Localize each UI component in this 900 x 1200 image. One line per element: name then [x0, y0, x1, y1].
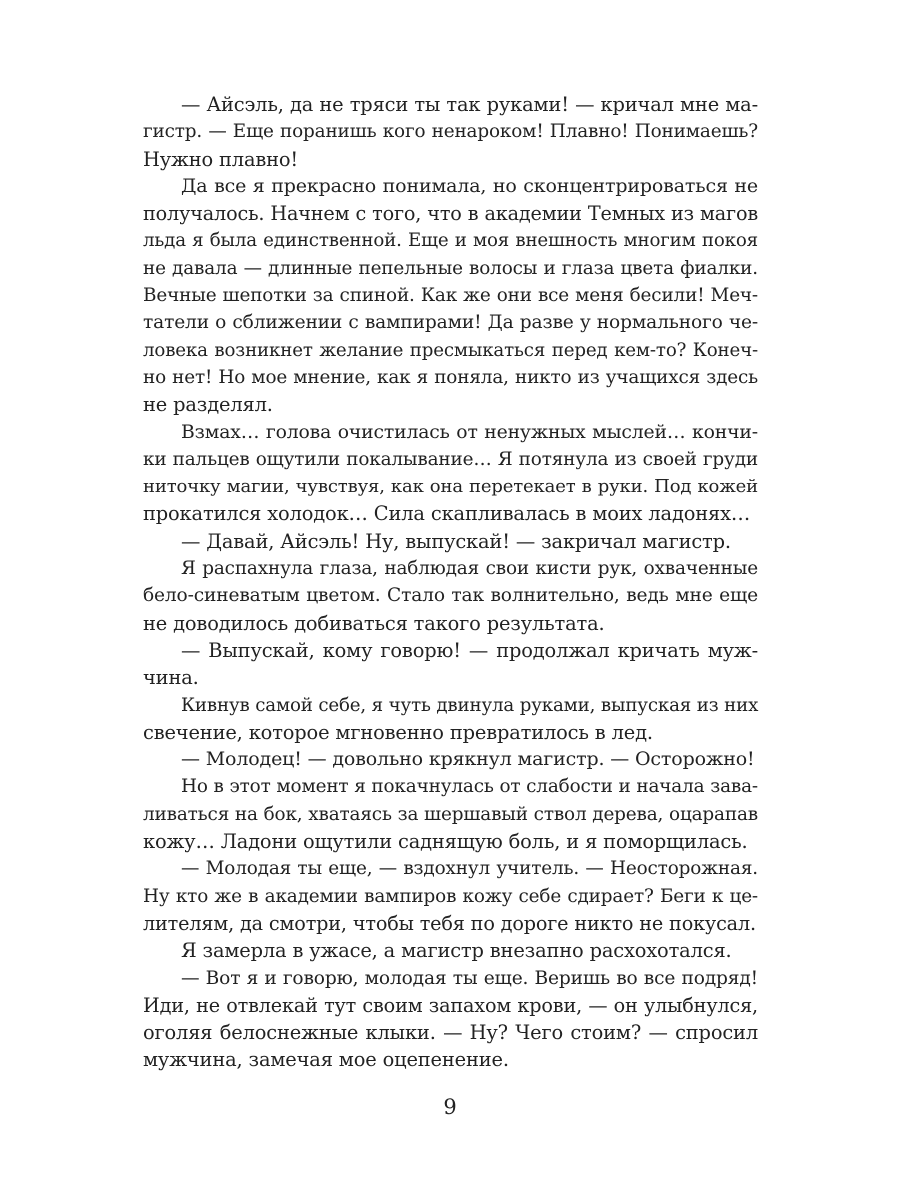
text-line: — Айсэль, да не тряси ты так руками! — кричал мне ма- — [181, 93, 758, 116]
text-line: не разделял. — [143, 393, 273, 417]
text-line: Взмах… голова очистилась от ненужных мыслей… кончи- — [181, 421, 758, 443]
text-line: Ну кто же в академии вампиров кожу себе сдирает? Беги к це- — [143, 885, 758, 907]
text-line: ки пальцев ощутили покалывание… Я потянула из своей груди — [143, 448, 758, 470]
text-line: Вечные шепотки за спиной. Как же они все меня бесили! Меч- — [143, 285, 758, 307]
text-line: гистр. — Еще поранишь кого ненароком! Плавно! Понимаешь? — [143, 121, 758, 143]
text-line: ливаться на бок, хватаясь за шершавый ствол дерева, оцарапав — [143, 803, 758, 825]
text-line: Я распахнула глаза, наблюдая свои кисти рук, охваченные — [181, 558, 758, 580]
text-line: Да все я прекрасно понимала, но сконцентрироваться не — [181, 174, 758, 197]
text-line: свечение, которое мгновенно превратилось в лед. — [143, 720, 653, 744]
text-line: не доводилось добиваться такого результата. — [143, 611, 605, 635]
text-line: — Вот я и говорю, молодая ты еще. Веришь во все подряд! — [181, 967, 758, 989]
text-line: ниточку магии, чувствуя, как она перетекает в руки. Под кожей — [143, 476, 758, 498]
text-line: не давала — длинные пепельные волосы и глаза цвета фиалки. — [143, 257, 758, 279]
text-line: ловека возникнет желание пресмыкаться перед кем-то? Конеч- — [143, 339, 758, 361]
text-line: Но в этот момент я покачнулась от слабости и начала зава- — [181, 776, 758, 798]
text-line: татели о сближении с вампирами! Да разве у нормального че- — [143, 312, 758, 334]
text-line: — Молодец! — довольно крякнул магистр. — Осторожно! — [181, 748, 755, 771]
text-line: бело-синеватым цветом. Стало так волнительно, ведь мне еще — [143, 585, 758, 607]
text-line: мужчина, замечая мое оцепенение. — [143, 1048, 509, 1072]
text-line: льда я была единственной. Еще и моя внешность многим покоя — [143, 230, 758, 252]
text-line: — Молодая ты еще, — вздохнул учитель. — Неосторожная. — [181, 858, 758, 880]
text-line: но нет! Но мое мнение, как я поняла, никто из учащихся здесь — [143, 366, 758, 388]
text-line: чина. — [143, 666, 199, 690]
text-line: Кивнув самой себе, я чуть двинула руками, выпуская из них — [181, 694, 759, 716]
text-line: кожу… Ладони ощутили саднящую боль, и я поморщилась. — [143, 830, 748, 854]
text-line: — Выпускай, кому говорю! — продолжал кричать муж- — [181, 638, 758, 662]
text-line: Иди, не отвлекай тут своим запахом крови, — он улыбнулся, — [143, 993, 758, 1017]
body-text — [143, 91, 758, 1074]
text-line: получалось. Начнем с того, что в академии Темных из магов — [143, 202, 758, 226]
text-line: — Давай, Айсэль! Ну, выпускай! — закричал магистр. — [181, 529, 731, 553]
text-line: лителям, да смотри, чтобы тебя по дороге никто не покусал. — [143, 911, 756, 935]
text-line: Нужно плавно! — [143, 147, 299, 171]
text-line: оголяя белоснежные клыки. — Ну? Чего стоим? — спросил — [143, 1021, 758, 1045]
page-number: 9 — [443, 1095, 457, 1119]
text-line: Я замерла в ужасе, а магистр внезапно расхохотался. — [181, 939, 732, 963]
text-line: прокатился холодок… Сила скапливалась в моих ладонях… — [143, 502, 751, 526]
